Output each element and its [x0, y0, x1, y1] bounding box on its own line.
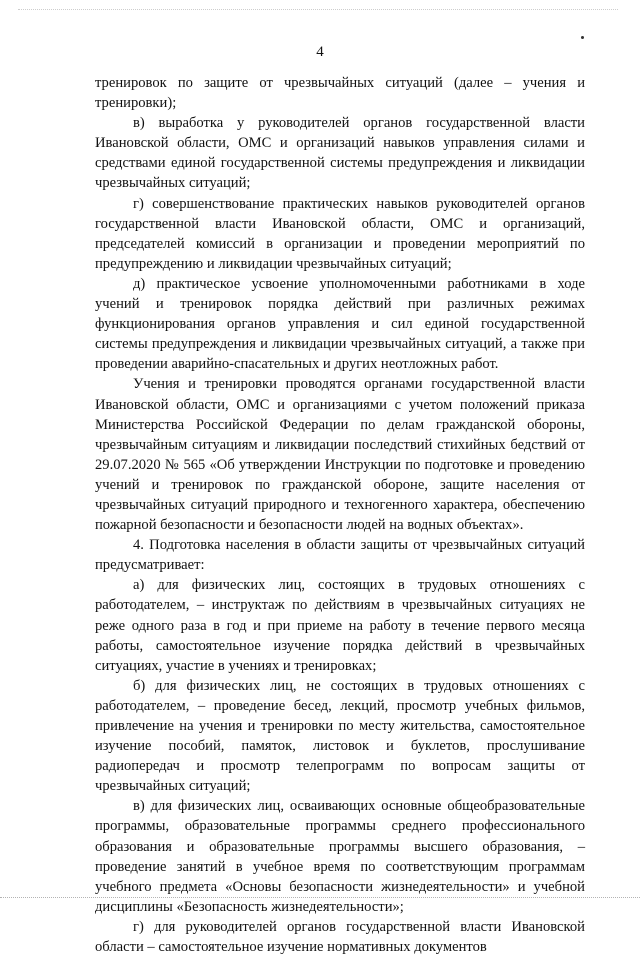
scan-artifact-bottom [0, 897, 640, 901]
paragraph-section-4: 4. Подготовка населения в области защиты от чрезвычайных ситуаций предусматривает: [95, 537, 585, 574]
document-body [95, 73, 585, 957]
scan-artifact-top [18, 9, 618, 12]
paragraph-item-v: в) выработка у руководителей органов государственной власти Ивановской области, ОМС и организаций навыков управления силами и средствами единой государственной системы предупреждения и ликвидации чрезвычайных ситуаций; [95, 115, 585, 192]
paragraph-item-d: д) практическое усвоение уполномоченными работниками в ходе учений и тренировок порядка действий при различных режимах функционирования органов управления и сил единой государственной системы предупреждения и ликвидации чрезвычайных ситуаций, а также при проведении аварийно-спасательных и других неотложных работ. [95, 275, 585, 373]
paragraph-item-v2: в) для физических лиц, осваивающих основные общеобразовательные программы, образовательные программы среднего профессионального образования и образовательные программы высшего образования, – проведение занятий в учебное время по соответствующим программам учебного предмета «Основы безопасности жизнедеятельности» и учебной дисциплины «Безопасность жизнедеятельности»; [95, 798, 585, 915]
paragraph-item-b: б) для физических лиц, не состоящих в трудовых отношениях с работодателем, – проведение бесед, лекций, просмотр учебных фильмов, привлечение на учения и тренировки по месту жительства, самостоятельное изучение пособий, памяток, листовок и буклетов, прослушивание радиопередач и просмотр телепрограмм по вопросам защиты от чрезвычайных ситуаций; [95, 677, 585, 795]
scan-dot-mark [581, 36, 584, 39]
paragraph-item-a: а) для физических лиц, состоящих в трудовых отношениях с работодателем, – инструктаж по действиям в чрезвычайных ситуациях не реже одного раза в год и при приеме на работу в течение первого месяца работы, самостоятельное изучение порядка действий в чрезвычайных ситуациях, участие в учениях и тренировках; [95, 577, 585, 674]
page-number: 4 [316, 44, 324, 60]
paragraph-exercises: Учения и тренировки проводятся органами государственной власти Ивановской области, ОМС и организациями с учетом положений приказа Министерства Российской Федерации по делам гражданской обороны, чрезвычайным ситуациям и ликвидации последствий стихийных бедствий от 29.07.2020 № 565 «Об утверждении Инструкции по подготовке и проведению учений и тренировок по гражданской обороне, защите населения от чрезвычайных ситуаций природного и техногенного характера, обеспечению пожарной безопасности и безопасности людей на водных объектах». [95, 376, 585, 534]
paragraph-item-g: г) совершенствование практических навыков руководителей органов государственной власти Ивановской области, ОМС и организаций, председателей комиссий в организации и проведении мероприятий по предупреждению и ликвидации чрезвычайных ситуаций; [95, 195, 585, 272]
paragraph-continuation: тренировок по защите от чрезвычайных ситуаций (далее – учения и тренировки); [95, 75, 585, 112]
paragraph-item-g2: г) для руководителей органов государственной власти Ивановской области – самостоятельное изучение нормативных документов [95, 918, 585, 956]
